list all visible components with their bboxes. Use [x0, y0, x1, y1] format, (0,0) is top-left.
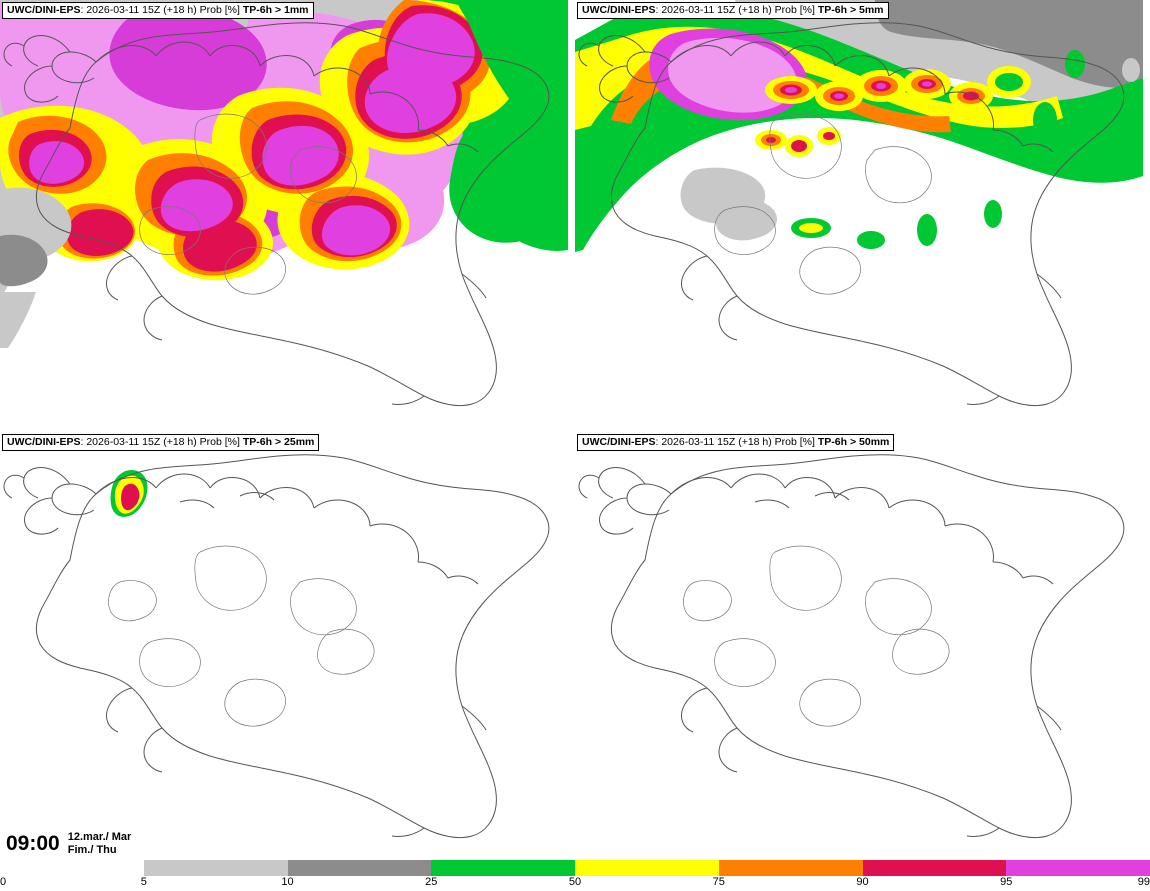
colorbar-tick-label: 90	[856, 876, 869, 888]
colorbar-strip	[0, 860, 1150, 876]
panel-run-label: : 2026-03-11 15Z (+18 h) Prob [%]	[80, 436, 240, 448]
valid-time-clock: 09:00	[6, 832, 60, 855]
colorbar-segment	[863, 860, 1007, 876]
colorbar-tick-label: 5	[140, 876, 147, 888]
map-canvas	[575, 432, 1143, 862]
colorbar-segment	[144, 860, 288, 876]
valid-date-line-1: 12.mar./ Mar	[67, 831, 132, 843]
panel-title	[577, 434, 894, 451]
panel-field-label: TP-6h > 5mm	[817, 4, 884, 16]
valid-time-bar	[0, 828, 200, 860]
panel-title	[577, 2, 889, 19]
panel-title	[2, 434, 319, 451]
valid-date-line-2: Fim./ Thu	[67, 844, 117, 856]
panel-model-label: UWC/DINI-EPS	[7, 436, 81, 448]
panel-run-label: : 2026-03-11 15Z (+18 h) Prob [%]	[655, 4, 815, 16]
colorbar-tick-label: 50	[568, 876, 582, 888]
panel-run-label: : 2026-03-11 15Z (+18 h) Prob [%]	[655, 436, 815, 448]
panel-field-label: TP-6h > 1mm	[242, 4, 309, 16]
map-canvas	[0, 0, 568, 430]
colorbar-segment	[0, 860, 144, 876]
map-canvas	[575, 0, 1143, 430]
colorbar-segment	[1006, 860, 1150, 876]
panel-model-label: UWC/DINI-EPS	[582, 4, 656, 16]
panel-field-label: TP-6h > 25mm	[242, 436, 315, 448]
colorbar-tick-label: 75	[712, 876, 725, 888]
colorbar-segment	[288, 860, 432, 876]
colorbar-tick-label: 10	[281, 876, 294, 888]
colorbar-segment	[575, 860, 719, 876]
valid-time-date	[68, 831, 132, 857]
panel-field-label: TP-6h > 50mm	[817, 436, 890, 448]
panel-run-label: : 2026-03-11 15Z (+18 h) Prob [%]	[80, 4, 240, 16]
colorbar-tick-label: 99	[1137, 876, 1150, 888]
map-panel-tp6h-gt-50mm[interactable]	[575, 432, 1143, 862]
colorbar-segment	[719, 860, 863, 876]
colorbar-tick-label: 95	[1000, 876, 1013, 888]
colorbar-tick-label: 25	[425, 876, 438, 888]
colorbar-segment	[431, 860, 575, 876]
panel-model-label: UWC/DINI-EPS	[7, 4, 81, 16]
map-canvas	[0, 432, 568, 862]
map-panel-tp6h-gt-1mm[interactable]	[0, 0, 568, 430]
map-panel-tp6h-gt-5mm[interactable]	[575, 0, 1143, 430]
panel-model-label: UWC/DINI-EPS	[582, 436, 656, 448]
map-panel-tp6h-gt-25mm[interactable]	[0, 432, 568, 862]
colorbar-tick-labels	[0, 876, 1150, 891]
colorbar-tick-label: 0	[0, 876, 7, 888]
panel-title	[2, 2, 314, 19]
probability-colorbar	[0, 860, 1150, 891]
